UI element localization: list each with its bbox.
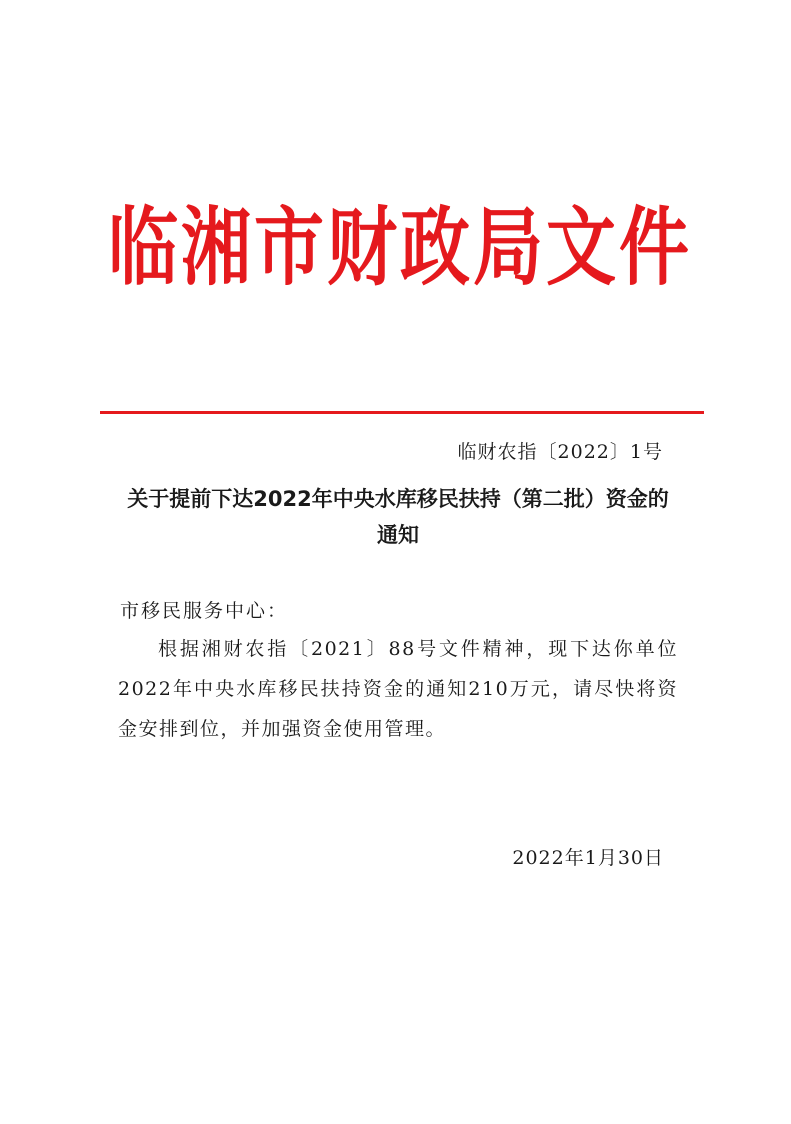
document-title: 关于提前下达2022年中央水库移民扶持（第二批）资金的通知 bbox=[127, 487, 669, 547]
recipient: 市移民服务中心： bbox=[120, 600, 289, 622]
header-title: 临湘市财政局文件 bbox=[108, 197, 692, 298]
document-number: 临财农指〔2022〕1号 bbox=[457, 441, 663, 463]
issue-date: 2022年1月30日 bbox=[512, 847, 664, 869]
body-paragraph: 根据湘财农指〔2021〕88号文件精神，现下达你单位2022年中央水库移民扶持资金的通知210万元，请尽快将资金安排到位，并加强资金使用管理。 bbox=[118, 638, 678, 740]
header-red-rule bbox=[100, 411, 704, 414]
